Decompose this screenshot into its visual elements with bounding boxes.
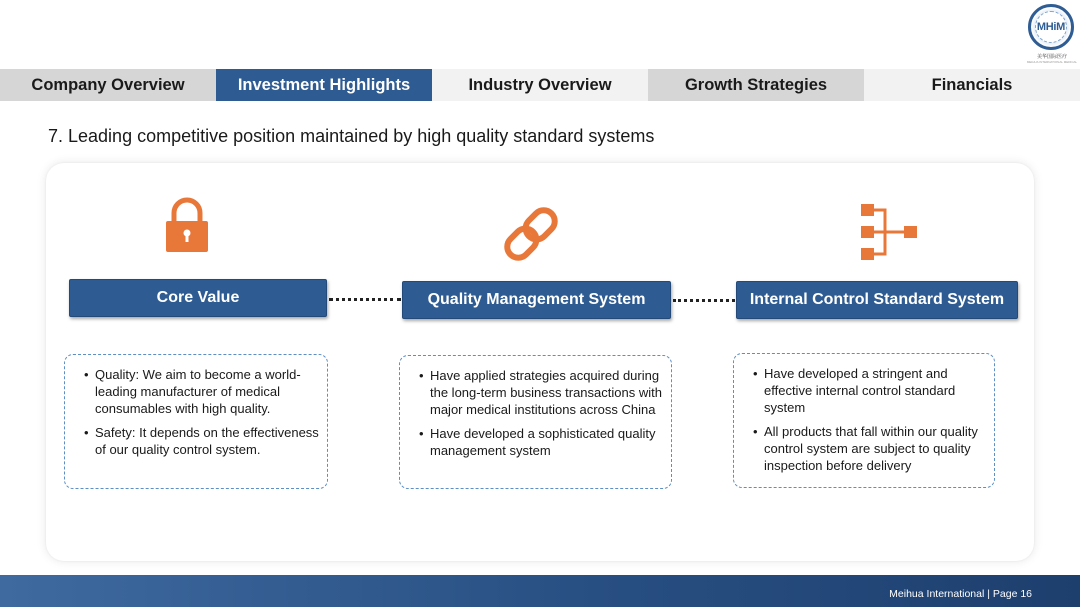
quality-management-system-button[interactable]: Quality Management System bbox=[402, 281, 671, 319]
quality-management-details bbox=[399, 355, 672, 489]
section-nav bbox=[0, 69, 1080, 101]
tab-investment-highlights[interactable]: Investment Highlights bbox=[216, 69, 432, 101]
link-icon bbox=[504, 207, 558, 261]
lock-icon bbox=[164, 197, 210, 253]
list-item: • Have applied strategies acquired during the long-term business transactions with major medical institutions across China bbox=[414, 367, 663, 418]
internal-control-details bbox=[733, 353, 995, 488]
tab-financials[interactable]: Financials bbox=[864, 69, 1080, 101]
internal-control-standard-system-button[interactable]: Internal Control Standard System bbox=[736, 281, 1018, 319]
page-title: 7. Leading competitive position maintained by high quality standard systems bbox=[48, 126, 655, 146]
tab-company-overview[interactable]: Company Overview bbox=[0, 69, 216, 101]
list-item: • Have developed a stringent and effective internal control standard system bbox=[748, 365, 986, 416]
dotted-connector bbox=[673, 299, 735, 302]
tab-growth-strategies[interactable]: Growth Strategies bbox=[648, 69, 864, 101]
logo-subtitle-small: MEIHUA INTERNATIONAL MEDICAL bbox=[1026, 60, 1078, 64]
list-item: • Have developed a sophisticated quality management system bbox=[414, 425, 663, 459]
list-item: • Safety: It depends on the effectiveness of our quality control system. bbox=[79, 424, 319, 458]
tab-industry-overview[interactable]: Industry Overview bbox=[432, 69, 648, 101]
logo-subtitle: 美华国际医疗 bbox=[1036, 54, 1067, 60]
logo-mark: MHiM bbox=[1036, 21, 1066, 33]
list-item: • All products that fall within our quality control system are subject to quality inspection before delivery bbox=[748, 423, 986, 474]
dotted-connector bbox=[329, 298, 401, 301]
company-logo bbox=[1026, 4, 1078, 66]
hierarchy-icon bbox=[859, 203, 919, 261]
logo-seal bbox=[1028, 4, 1074, 50]
list-item: • Quality: We aim to become a world-leading manufacturer of medical consumables with high quality. bbox=[79, 366, 319, 417]
core-value-button[interactable]: Core Value bbox=[69, 279, 327, 317]
core-value-details bbox=[64, 354, 328, 489]
footer-page-label: Meihua International | Page 16 bbox=[889, 588, 1032, 600]
footer-bar bbox=[0, 575, 1080, 607]
